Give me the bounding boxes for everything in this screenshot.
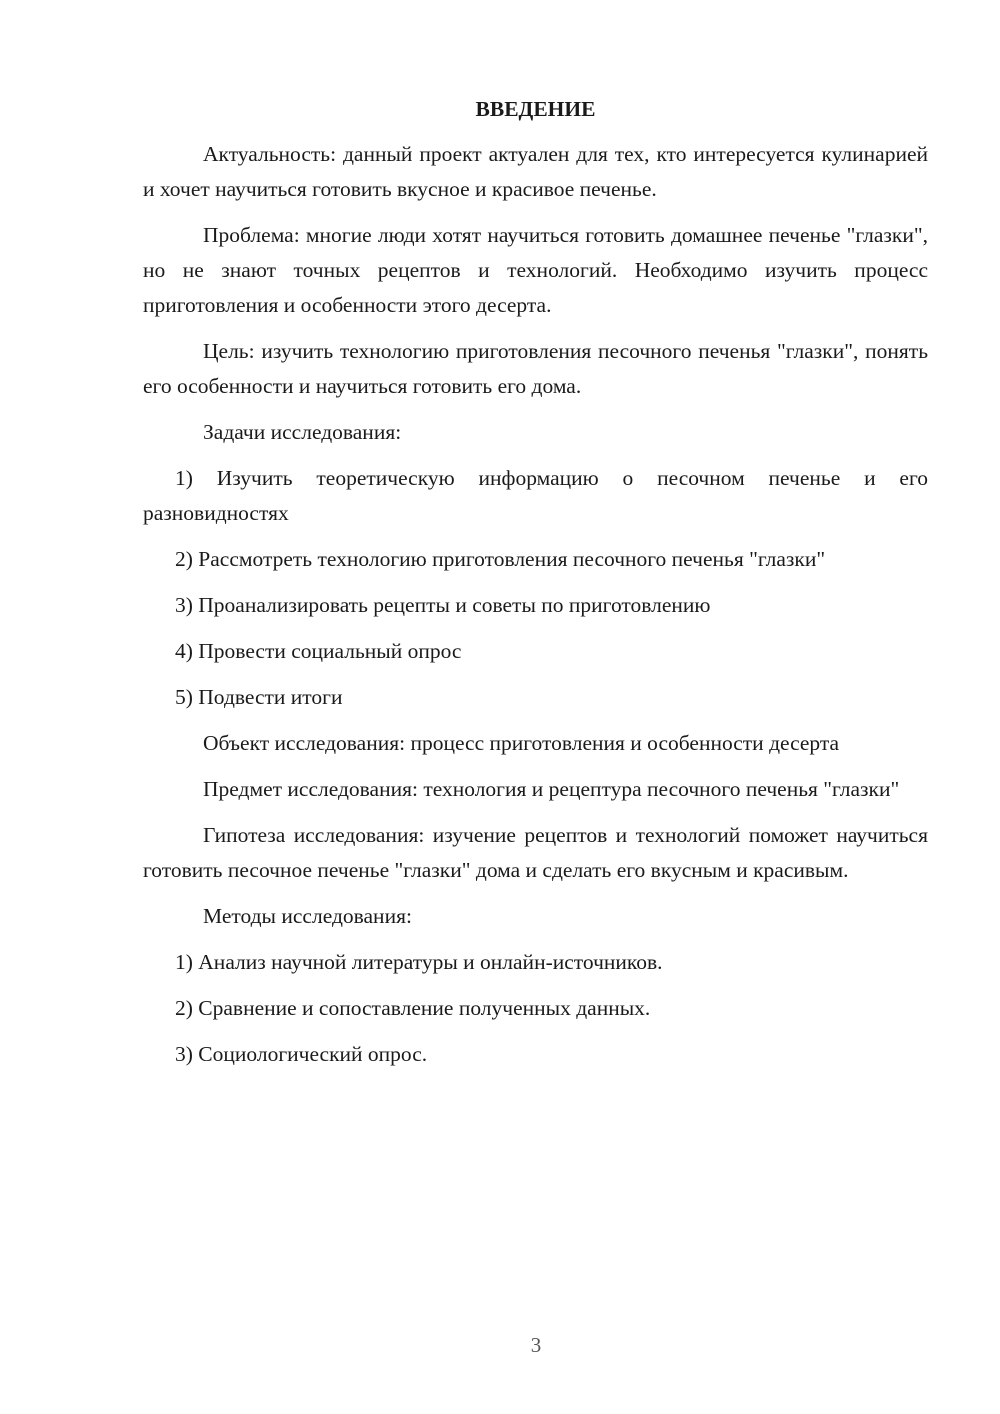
task-item: 3) Проанализировать рецепты и советы по приготовлению (175, 593, 711, 617)
document-page (143, 92, 928, 1083)
page-number: 3 (530, 1333, 542, 1357)
tasks-heading: Задачи исследования: (203, 420, 402, 444)
relevance-paragraph: Актуальность: данный проект актуален для тех, кто интересуется кулинарией и хочет научиться готовить вкусное и красивое печенье. (143, 142, 928, 201)
method-item: 2) Сравнение и сопоставление полученных данных. (175, 996, 651, 1020)
section-title: ВВЕДЕНИЕ (475, 97, 596, 121)
hypothesis-paragraph: Гипотеза исследования: изучение рецептов и технологий поможет научиться готовить песочное печенье "глазки" дома и сделать его вкусным и красивым. (143, 823, 928, 882)
task-item: 4) Провести социальный опрос (175, 639, 462, 663)
task-item: 1) Изучить теоретическую информацию о песочном печенье и его разновидностях (143, 466, 928, 525)
methods-heading: Методы исследования: (203, 904, 412, 928)
goal-paragraph: Цель: изучить технологию приготовления песочного печенья "глазки", понять его особенности и научиться готовить его дома. (143, 339, 928, 398)
subject-paragraph: Предмет исследования: технология и рецептура песочного печенья "глазки" (203, 777, 900, 801)
method-item: 3) Социологический опрос. (175, 1042, 428, 1066)
problem-paragraph: Проблема: многие люди хотят научиться готовить домашнее печенье "глазки", но не знают точных рецептов и технологий. Необходимо изучить процесс приготовления и особенности этого десерта. (143, 223, 928, 317)
method-item: 1) Анализ научной литературы и онлайн-источников. (175, 950, 663, 974)
object-paragraph: Объект исследования: процесс приготовления и особенности десерта (203, 731, 840, 755)
task-item: 2) Рассмотреть технологию приготовления песочного печенья "глазки" (175, 547, 826, 571)
task-item: 5) Подвести итоги (175, 685, 343, 709)
